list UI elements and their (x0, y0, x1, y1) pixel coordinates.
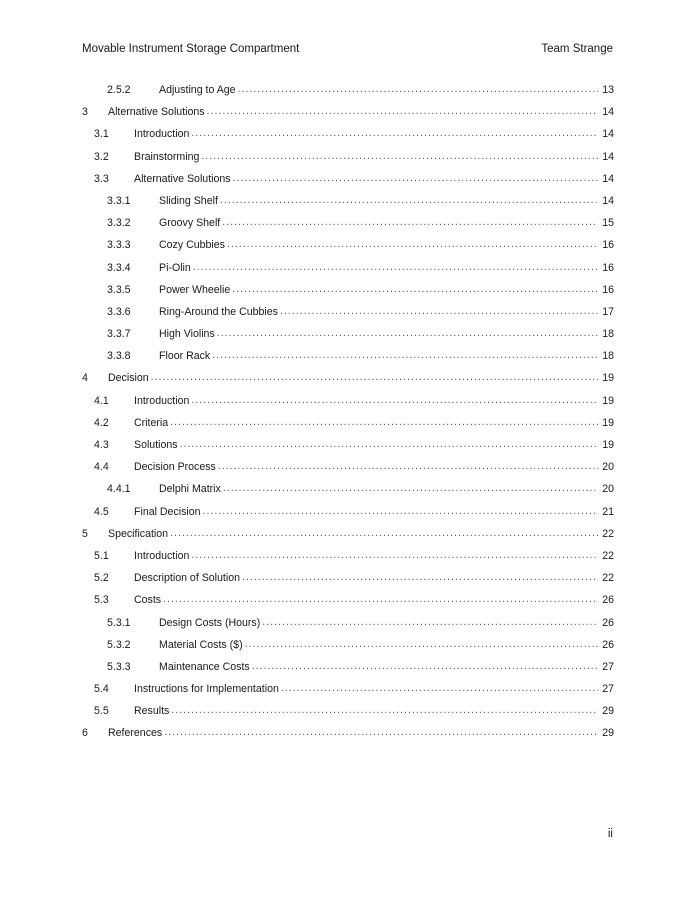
toc-entry-title: References (108, 727, 163, 740)
toc-entry-title: Introduction (134, 394, 190, 407)
toc-entry-title: Sliding Shelf (159, 194, 218, 207)
toc-entry-page: 14 (602, 172, 614, 185)
toc-entry[interactable] (82, 367, 614, 389)
toc-entry[interactable] (82, 656, 614, 678)
toc-entry-page: 19 (602, 439, 614, 451)
toc-entry-title: Instructions for Implementation (134, 683, 279, 696)
toc-entry[interactable] (82, 434, 614, 456)
toc-entry[interactable] (82, 257, 614, 279)
toc-dot-leader (191, 389, 598, 411)
toc-entry-title: Material Costs ($) (159, 638, 243, 651)
toc-dot-leader (193, 256, 598, 278)
toc-entry-title: Description of Solution (134, 572, 240, 585)
toc-entry-number: 3.3.1 (107, 194, 131, 207)
toc-entry-title: High Violins (159, 328, 215, 341)
toc-entry-page: 22 (602, 549, 614, 562)
toc-entry-page: 19 (602, 416, 614, 429)
toc-entry[interactable] (82, 700, 614, 722)
toc-entry-page: 22 (602, 527, 614, 540)
toc-entry-title: Decision (108, 372, 149, 385)
toc-entry-number: 2.5.2 (107, 84, 131, 96)
toc-entry[interactable] (82, 301, 614, 323)
toc-dot-leader (233, 167, 598, 189)
toc-entry[interactable] (82, 146, 614, 168)
toc-entry[interactable] (82, 123, 614, 145)
toc-entry[interactable] (82, 545, 614, 567)
toc-entry-number: 4.4 (94, 461, 109, 474)
toc-entry[interactable] (82, 101, 614, 123)
toc-dot-leader (232, 278, 598, 300)
toc-entry-title: Pi-Olin (159, 261, 191, 274)
toc-dot-leader (281, 677, 598, 699)
toc-entry[interactable] (82, 456, 614, 478)
toc-entry[interactable] (82, 634, 614, 656)
toc-entry[interactable] (82, 234, 614, 256)
toc-dot-leader (238, 78, 598, 100)
toc-entry[interactable] (82, 612, 614, 634)
toc-dot-leader (201, 145, 598, 167)
toc-entry-number: 4.3 (94, 439, 109, 451)
toc-entry-page: 27 (602, 660, 614, 673)
toc-entry-page: 15 (602, 217, 614, 230)
toc-entry-number: 3.3.8 (107, 350, 131, 363)
toc-entry-number: 4.1 (94, 394, 109, 407)
toc-dot-leader (220, 189, 598, 211)
toc-entry[interactable] (82, 79, 614, 101)
toc-entry-number: 4.2 (94, 416, 109, 429)
toc-dot-leader (218, 455, 598, 477)
toc-dot-leader (252, 655, 598, 677)
toc-entry-page: 19 (602, 372, 614, 385)
toc-entry-page: 26 (602, 638, 614, 651)
toc-entry-title: Power Wheelie (159, 283, 231, 296)
toc-entry-number: 5.3.3 (107, 660, 131, 673)
toc-entry-number: 4 (82, 372, 88, 385)
toc-dot-leader (180, 433, 598, 455)
toc-entry-page: 13 (602, 84, 614, 96)
toc-entry-number: 5 (82, 527, 88, 540)
toc-entry[interactable] (82, 168, 614, 190)
toc-entry-title: Design Costs (Hours) (159, 616, 261, 629)
toc-dot-leader (227, 233, 598, 255)
toc-dot-leader (203, 500, 598, 522)
toc-entry-title: Specification (108, 527, 169, 540)
toc-entry-title: Brainstorming (134, 150, 200, 163)
toc-dot-leader (191, 122, 598, 144)
toc-entry-page: 29 (602, 727, 614, 740)
toc-entry-title: Alternative Solutions (108, 106, 205, 119)
toc-entry[interactable] (82, 190, 614, 212)
toc-dot-leader (242, 566, 598, 588)
toc-entry-number: 3.3.5 (107, 283, 131, 296)
toc-dot-leader (164, 721, 598, 743)
toc-entry[interactable] (82, 412, 614, 434)
toc-dot-leader (262, 611, 598, 633)
toc-dot-leader (170, 522, 598, 544)
toc-entry-number: 3.3.4 (107, 261, 131, 274)
toc-entry-page: 14 (602, 194, 614, 207)
toc-entry-number: 5.1 (94, 549, 109, 562)
toc-entry-number: 4.4.1 (107, 483, 131, 496)
toc-entry-title: Maintenance Costs (159, 660, 250, 673)
toc-entry[interactable] (82, 279, 614, 301)
toc-entry-number: 5.3.1 (107, 616, 131, 629)
toc-entry-page: 16 (602, 239, 614, 252)
toc-entry-page: 20 (602, 461, 614, 474)
toc-entry-title: Introduction (134, 549, 190, 562)
toc-entry-page: 16 (602, 261, 614, 274)
toc-entry-page: 14 (602, 150, 614, 163)
toc-entry-title: Criteria (134, 416, 169, 429)
toc-entry[interactable] (82, 345, 614, 367)
toc-entry-page: 26 (602, 616, 614, 629)
toc-entry-page: 17 (602, 305, 614, 318)
toc-entry-title: Results (134, 705, 170, 718)
toc-entry-title: Alternative Solutions (134, 172, 231, 185)
toc-entry-title: Costs (134, 594, 162, 607)
toc-entry[interactable] (82, 390, 614, 412)
toc-entry-number: 5.4 (94, 683, 109, 696)
toc-entry-number: 4.5 (94, 505, 109, 518)
toc-dot-leader (223, 477, 598, 499)
toc-entry[interactable] (82, 589, 614, 611)
toc-dot-leader (280, 300, 598, 322)
toc-dot-leader (171, 699, 598, 721)
toc-entry-page: 27 (602, 683, 614, 696)
toc-entry-page: 21 (602, 505, 614, 518)
toc-entry-page: 18 (602, 350, 614, 363)
toc-entry-title: Solutions (134, 439, 178, 451)
toc-entry-page: 14 (602, 128, 614, 141)
toc-entry-page: 18 (602, 328, 614, 341)
toc-entry-page: 26 (602, 594, 614, 607)
toc-entry-number: 3 (82, 106, 88, 119)
table-of-contents (82, 79, 614, 745)
header-document-title: Movable Instrument Storage Compartment (82, 43, 300, 55)
toc-entry-number: 6 (82, 727, 88, 740)
toc-entry-title: Floor Rack (159, 350, 211, 363)
header-team-name: Team Strange (541, 43, 613, 55)
toc-entry-number: 3.3.3 (107, 239, 131, 252)
toc-entry[interactable] (82, 478, 614, 500)
toc-dot-leader (191, 544, 598, 566)
toc-entry[interactable] (82, 722, 614, 744)
toc-entry[interactable] (82, 567, 614, 589)
toc-entry-title: Cozy Cubbies (159, 239, 225, 252)
toc-entry-page: 16 (602, 283, 614, 296)
page-header (82, 40, 613, 58)
toc-dot-leader (245, 633, 598, 655)
toc-entry-number: 3.2 (94, 150, 109, 163)
toc-entry-page: 20 (602, 483, 614, 496)
toc-entry-title: Introduction (134, 128, 190, 141)
toc-dot-leader (151, 366, 598, 388)
toc-entry[interactable] (82, 323, 614, 345)
toc-dot-leader (212, 344, 598, 366)
toc-entry[interactable] (82, 501, 614, 523)
toc-entry-title: Ring-Around the Cubbies (159, 305, 278, 318)
toc-entry-number: 5.2 (94, 572, 109, 585)
toc-entry-title: Decision Process (134, 461, 216, 474)
toc-dot-leader (163, 588, 598, 610)
toc-entry-number: 5.3 (94, 594, 109, 607)
toc-entry-page: 22 (602, 572, 614, 585)
toc-dot-leader (217, 322, 598, 344)
toc-entry-title: Adjusting to Age (159, 84, 236, 96)
toc-entry-number: 5.3.2 (107, 638, 131, 651)
toc-entry[interactable] (82, 678, 614, 700)
toc-entry-page: 14 (602, 106, 614, 119)
page-number: ii (607, 828, 613, 840)
toc-dot-leader (207, 100, 598, 122)
toc-entry-title: Delphi Matrix (159, 483, 221, 496)
toc-entry-number: 5.5 (94, 705, 109, 718)
toc-dot-leader (170, 411, 598, 433)
toc-entry[interactable] (82, 523, 614, 545)
toc-entry-number: 3.3 (94, 172, 109, 185)
toc-dot-leader (222, 211, 598, 233)
toc-entry-title: Final Decision (134, 505, 201, 518)
toc-entry-number: 3.3.2 (107, 217, 131, 230)
toc-entry-number: 3.3.7 (107, 328, 131, 341)
toc-entry[interactable] (82, 212, 614, 234)
toc-entry-title: Groovy Shelf (159, 217, 221, 230)
toc-entry-page: 29 (602, 705, 614, 718)
toc-entry-page: 19 (602, 394, 614, 407)
toc-entry-number: 3.3.6 (107, 305, 131, 318)
toc-entry-number: 3.1 (94, 128, 109, 141)
